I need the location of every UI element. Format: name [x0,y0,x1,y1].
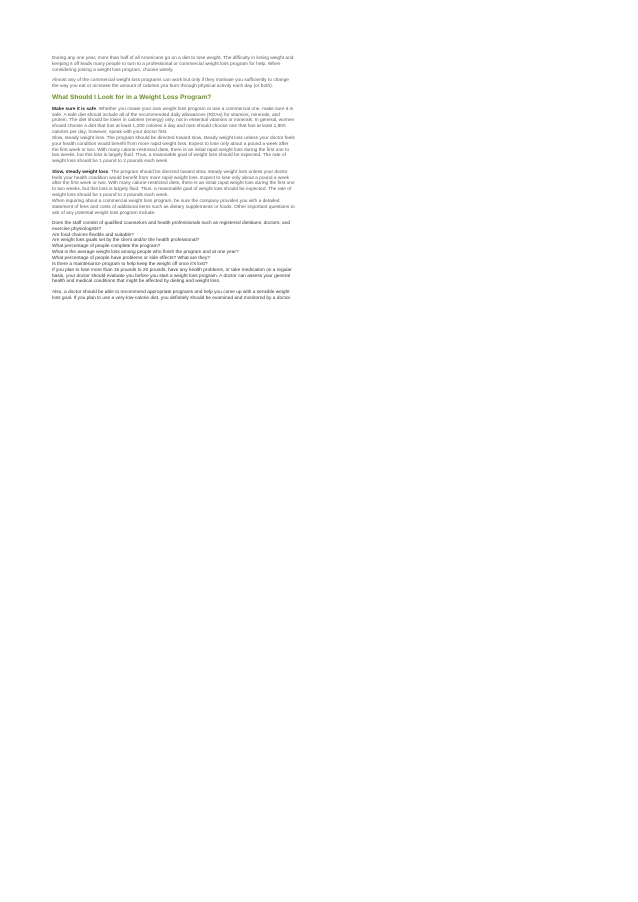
safe-lead: Make sure it is safe [52,106,96,112]
safe-text: . Whether you create your own weight loss program or use a commercial one, make sure it is safe. A safe diet should include all of the recommended daily allowances (RDAs) for vitamins, minerals, and protein. The diet should be lower in calories (energy) only, not in essential vitamins or minerals. In general, women should choose a diet that has at least 1,200 calories a day and men should choose one that has at least 1,800 calories per day; however, speak with your doctor first. [52,106,295,136]
intro-paragraph-1: During any one year, more than half of all Americans go on a diet to lose weight. The difficulty in losing weight and keeping it off leads many people to turn to a professional or commercial weight loss program for help. When considering joining a weight loss program, choose wisely. [52,56,294,73]
question-item: Are weight loss goals set by the client and/or the health professional? [52,238,200,244]
intro-paragraph-2: Almost any of the commercial weight loss programs can work but only if they motivate you sufficiently to change the way you eat or increase the amount of calories you burn through physical activity each day (or both). [52,78,289,89]
safe-paragraph [52,107,296,136]
closing-paragraph: Also, a doctor should be able to recommend appropriate programs and help you come up with a sensible weight loss goal. If you plan to use a very-low-calorie diet, you definitely should be examined and monitored by a doctor. [52,289,292,301]
article [52,56,296,306]
question-item: What percentage of people complete the program? [52,244,161,250]
question-item: If you plan to lose more than 15 pounds to 20 pounds, have any health problems, or take medication on a regular basis, your doctor should evaluate you before you start a weight loss program. A doctor can assess your general health and medical conditions that might be affected by dieting and weight loss. [52,267,292,285]
question-item: Is there a maintenance program to help keep the weight off once it's lost? [52,261,208,267]
question-list [52,221,296,285]
question-item: What is the average weight loss among people who finish the program and at one year? [52,250,239,256]
slow-paragraph-continued: When inquiring about a commercial weight loss program, be sure the company provides you with a detailed statement of fees and costs of additional items such as dietary supplements or foods. Other important questions to ask of any potential weight loss program include: [52,198,295,216]
question-item: What percentage of people have problems or side effects? What are they? [52,255,211,261]
slow-lead: Slow, steady weight loss [52,169,109,175]
slow-text: . The program should be directed toward slow, steady weight loss unless your doctor feels your health condition would benefit from more rapid weight loss. Expect to lose only about a pound a week after the first week or two. With many calorie-restricted diets, there is an initial rapid weight loss during the first one to two weeks, but this loss is largely fluid. Thus, a reasonable goal of weight loss should be expected. The rate of weight loss should be 1 pound to 2 pounds each week. [52,169,295,199]
section-heading: What Should I Look for in a Weight Loss Program? [52,94,212,102]
question-item: Are food choices flexible and suitable? [52,232,134,238]
slow-paragraph [52,170,296,199]
question-item: Does the staff consist of qualified counselors and health professionals such as registered dietitians, doctors, and exercise physiologists? [52,220,291,232]
safe-paragraph-continued: Slow, steady weight loss. The program should be directed toward slow, steady weight loss unless your doctor feels your health condition would benefit from more rapid weight loss. Expect to lose only about a pound a week after the first week or two. With many calorie-restricted diets, there is an initial rapid weight loss during the first one to two weeks, but this loss is largely fluid. Thus, a reasonable goal of weight loss should be expected. The rate of weight loss should be 1 pound to 2 pounds each week. [52,135,295,165]
